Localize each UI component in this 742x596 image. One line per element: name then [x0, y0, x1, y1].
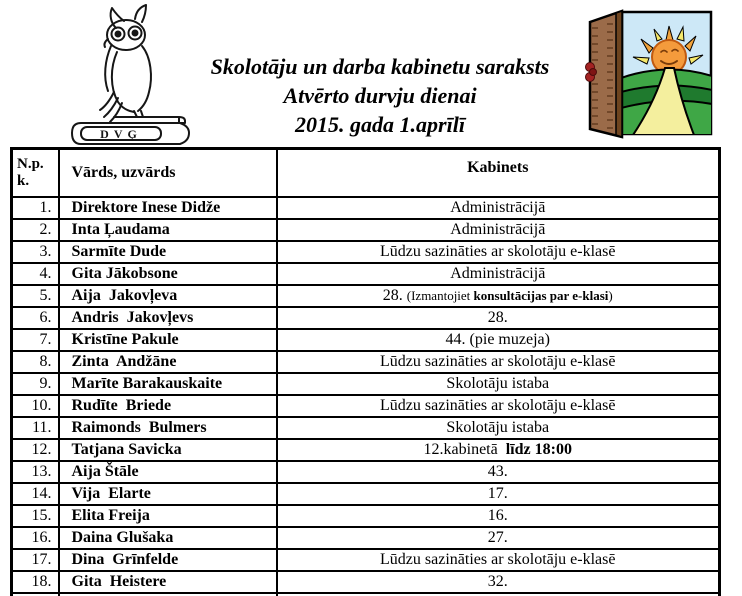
cabinet-info [277, 483, 720, 505]
table-row [12, 527, 720, 549]
row-number: 4. [12, 263, 59, 285]
teacher-name: Aija Štāle [59, 461, 277, 483]
cabinet-text-segment: Lūdzu sazināties ar skolotāju e-klasē [380, 242, 616, 260]
open-door-illustration [577, 6, 717, 142]
cabinet-info [277, 351, 720, 373]
npk-line-1: N.p. [17, 155, 44, 172]
cabinet-text-segment: Lūdzu sazināties ar skolotāju e-klasē [380, 396, 616, 414]
table-row [12, 373, 720, 395]
cabinet-info [277, 571, 720, 593]
cabinet-text-segment: 32. [487, 572, 508, 590]
 [59, 593, 277, 596]
cabinet-info [277, 307, 720, 329]
cabinet-text-segment: konsultācijas par e-klasi [473, 287, 609, 303]
row-number: 15. [12, 505, 59, 527]
cabinet-info [277, 285, 720, 307]
cabinet-text-segment: 27. [487, 528, 508, 546]
cabinet-text-segment: Administrācijā [450, 220, 546, 238]
title-line-2: Atvērto durvju dienai [283, 83, 477, 108]
row-number: 8. [12, 351, 59, 373]
cabinet-text-segment: 17. [487, 484, 508, 502]
col-header-npk [12, 149, 59, 197]
cabinet-text-segment: 43. [487, 462, 508, 480]
table-row [12, 197, 720, 219]
row-number: 12. [12, 439, 59, 461]
table-row [12, 417, 720, 439]
cabinet-info [277, 263, 720, 285]
table-row [12, 483, 720, 505]
cabinet-text-segment: Skolotāju istaba [446, 418, 550, 436]
cabinet-info [277, 439, 720, 461]
cabinet-text-segment: Administrācijā [450, 264, 546, 282]
col-header-cabinet: Kabinets [277, 149, 720, 197]
table-row [12, 395, 720, 417]
teacher-name: Kristīne Pakule [59, 329, 277, 351]
table-row [12, 439, 720, 461]
cabinet-text-segment: 28. [382, 286, 407, 304]
row-number: 11. [12, 417, 59, 439]
 [12, 593, 59, 596]
teacher-name: Tatjana Savicka [59, 439, 277, 461]
teacher-name: Elita Freija [59, 505, 277, 527]
table-row [12, 549, 720, 571]
cabinet-text-segment: Administrācijā [450, 198, 546, 216]
cabinet-info [277, 241, 720, 263]
cabinet-info [277, 527, 720, 549]
teacher-name: Rudīte Briede [59, 395, 277, 417]
teacher-name: Aija Jakovļeva [59, 285, 277, 307]
cabinet-text-segment: (Izmantojiet [406, 287, 474, 303]
table-row [12, 351, 720, 373]
table-row [12, 307, 720, 329]
table-body [12, 197, 720, 596]
cabinet-info [277, 329, 720, 351]
cabinet-info [277, 197, 720, 219]
cabinet-text-segment: līdz 18:00 [505, 440, 572, 458]
teacher-name: Raimonds Bulmers [59, 417, 277, 439]
teacher-name: Andris Jakovļevs [59, 307, 277, 329]
table-row [12, 329, 720, 351]
document-title [168, 52, 592, 139]
cabinet-text-segment: Skolotāju istaba [446, 374, 550, 392]
teacher-name: Dina Grīnfelde [59, 549, 277, 571]
table-row [12, 241, 720, 263]
table-row [12, 505, 720, 527]
row-number: 13. [12, 461, 59, 483]
teacher-name: Daina Glušaka [59, 527, 277, 549]
cabinet-text-segment: 44. (pie muzeja) [445, 330, 550, 348]
col-header-name: Vārds, uzvārds [59, 149, 277, 197]
logo-text: DVĢ [100, 127, 142, 141]
row-number: 7. [12, 329, 59, 351]
cabinet-info [277, 461, 720, 483]
table-row [12, 285, 720, 307]
cabinet-info [277, 219, 720, 241]
table-row [12, 263, 720, 285]
cabinet-info [277, 549, 720, 571]
title-line-3: 2015. gada 1.aprīlī [295, 112, 465, 137]
row-number: 17. [12, 549, 59, 571]
row-number: 1. [12, 197, 59, 219]
door-edge [616, 11, 622, 137]
cabinet-text-segment: ) [608, 287, 613, 303]
cabinet-text-segment: 16. [487, 506, 508, 524]
cabinet-text-segment: Lūdzu sazināties ar skolotāju e-klasē [380, 352, 616, 370]
cabinet-info [277, 505, 720, 527]
cabinet-info [277, 395, 720, 417]
row-number: 10. [12, 395, 59, 417]
row-number: 9. [12, 373, 59, 395]
table-header-row [12, 149, 720, 197]
teacher-name: Inta Ļaudama [59, 219, 277, 241]
row-number: 3. [12, 241, 59, 263]
teacher-name: Sarmīte Dude [59, 241, 277, 263]
cabinet-text-segment: 12.kabinetā [423, 440, 506, 458]
npk-line-2: k. [17, 172, 30, 189]
table-row [12, 461, 720, 483]
cabinet-info [277, 373, 720, 395]
cabinet-text-segment: Lūdzu sazināties ar skolotāju e-klasē [380, 550, 616, 568]
teacher-name: Zinta Andžāne [59, 351, 277, 373]
row-number: 16. [12, 527, 59, 549]
table-row-clipped [12, 593, 720, 596]
teacher-name: Gita Heistere [59, 571, 277, 593]
teacher-name: Vija Elarte [59, 483, 277, 505]
title-line-1: Skolotāju un darba kabinetu saraksts [210, 54, 550, 79]
row-number: 14. [12, 483, 59, 505]
cabinet-info [277, 417, 720, 439]
 [277, 593, 720, 596]
teacher-name: Marīte Barakauskaite [59, 373, 277, 395]
cabinet-text-segment: 28. [487, 308, 508, 326]
teachers-table [10, 147, 721, 596]
table-row [12, 219, 720, 241]
table-row [12, 571, 720, 593]
teacher-name: Direktore Inese Didže [59, 197, 277, 219]
teacher-name: Gita Jākobsone [59, 263, 277, 285]
row-number: 18. [12, 571, 59, 593]
row-number: 2. [12, 219, 59, 241]
open-door-drawing [577, 6, 717, 142]
row-number: 5. [12, 285, 59, 307]
row-number: 6. [12, 307, 59, 329]
